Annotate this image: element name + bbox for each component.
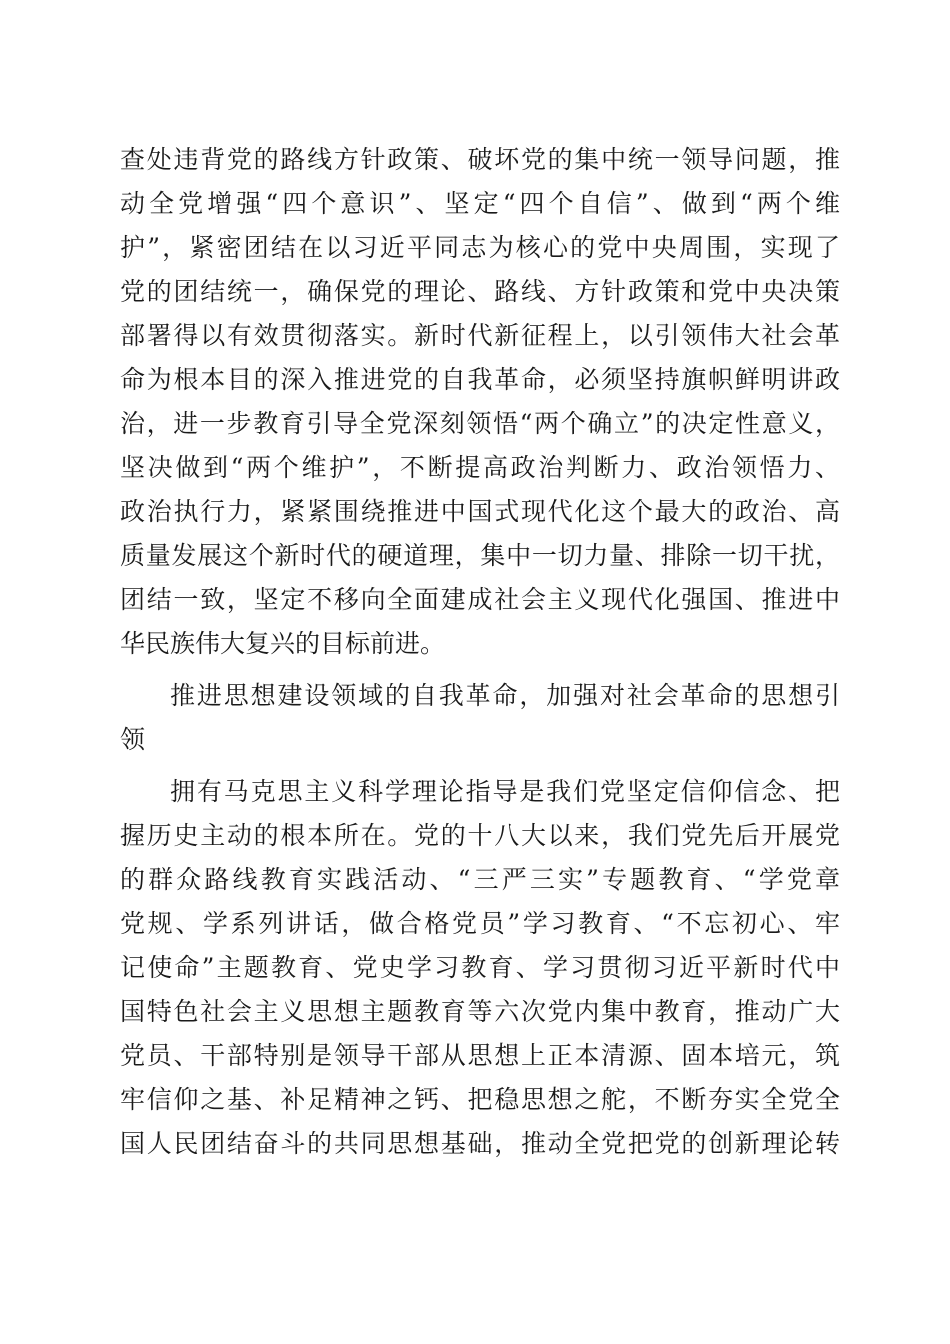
text-line: 牢信仰之基、补足精神之钙、把稳思想之舵，不断夯实全党全 — [120, 1085, 840, 1114]
text-line: 国特色社会主义思想主题教育等六次党内集中教育，推动广大 — [120, 997, 840, 1026]
text-line: 部署得以有效贯彻落实。新时代新征程上，以引领伟大社会革 — [120, 321, 840, 350]
text-line: 国人民团结奋斗的共同思想基础，推动全党把党的创新理论转 — [120, 1129, 840, 1158]
text-line: 的群众路线教育实践活动、“三严三实”专题教育、“学党章 — [120, 865, 840, 894]
text-line: 领 — [120, 725, 146, 754]
text-line: 党规、学系列讲话，做合格党员”学习教育、“不忘初心、牢 — [120, 909, 840, 938]
text-line: 护”，紧密团结在以习近平同志为核心的党中央周围，实现了 — [120, 233, 840, 262]
text-line: 查处违背党的路线方针政策、破坏党的集中统一领导问题，推 — [120, 145, 840, 174]
text-line: 握历史主动的根本所在。党的十八大以来，我们党先后开展党 — [120, 821, 840, 850]
text-line: 推进思想建设领域的自我革命，加强对社会革命的思想引 — [170, 681, 840, 710]
text-line: 党员、干部特别是领导干部从思想上正本清源、固本培元，筑 — [120, 1041, 840, 1070]
text-line: 党的团结统一，确保党的理论、路线、方针政策和党中央决策 — [120, 277, 840, 306]
text-line: 命为根本目的深入推进党的自我革命，必须坚持旗帜鲜明讲政 — [120, 365, 840, 394]
text-line: 动全党增强“四个意识”、坚定“四个自信”、做到“两个维 — [120, 189, 840, 218]
text-line: 治，进一步教育引导全党深刻领悟“两个确立”的决定性意义， — [120, 409, 840, 438]
text-line: 记使命”主题教育、党史学习教育、学习贯彻习近平新时代中 — [120, 953, 840, 982]
text-line: 政治执行力，紧紧围绕推进中国式现代化这个最大的政治、高 — [120, 497, 840, 526]
text-line: 坚决做到“两个维护”，不断提高政治判断力、政治领悟力、 — [120, 453, 840, 482]
text-line: 华民族伟大复兴的目标前进。 — [120, 629, 446, 658]
text-line: 团结一致，坚定不移向全面建成社会主义现代化强国、推进中 — [120, 585, 840, 614]
text-line: 质量发展这个新时代的硬道理，集中一切力量、排除一切干扰， — [120, 541, 840, 570]
text-line: 拥有马克思主义科学理论指导是我们党坚定信仰信念、把 — [170, 777, 840, 806]
